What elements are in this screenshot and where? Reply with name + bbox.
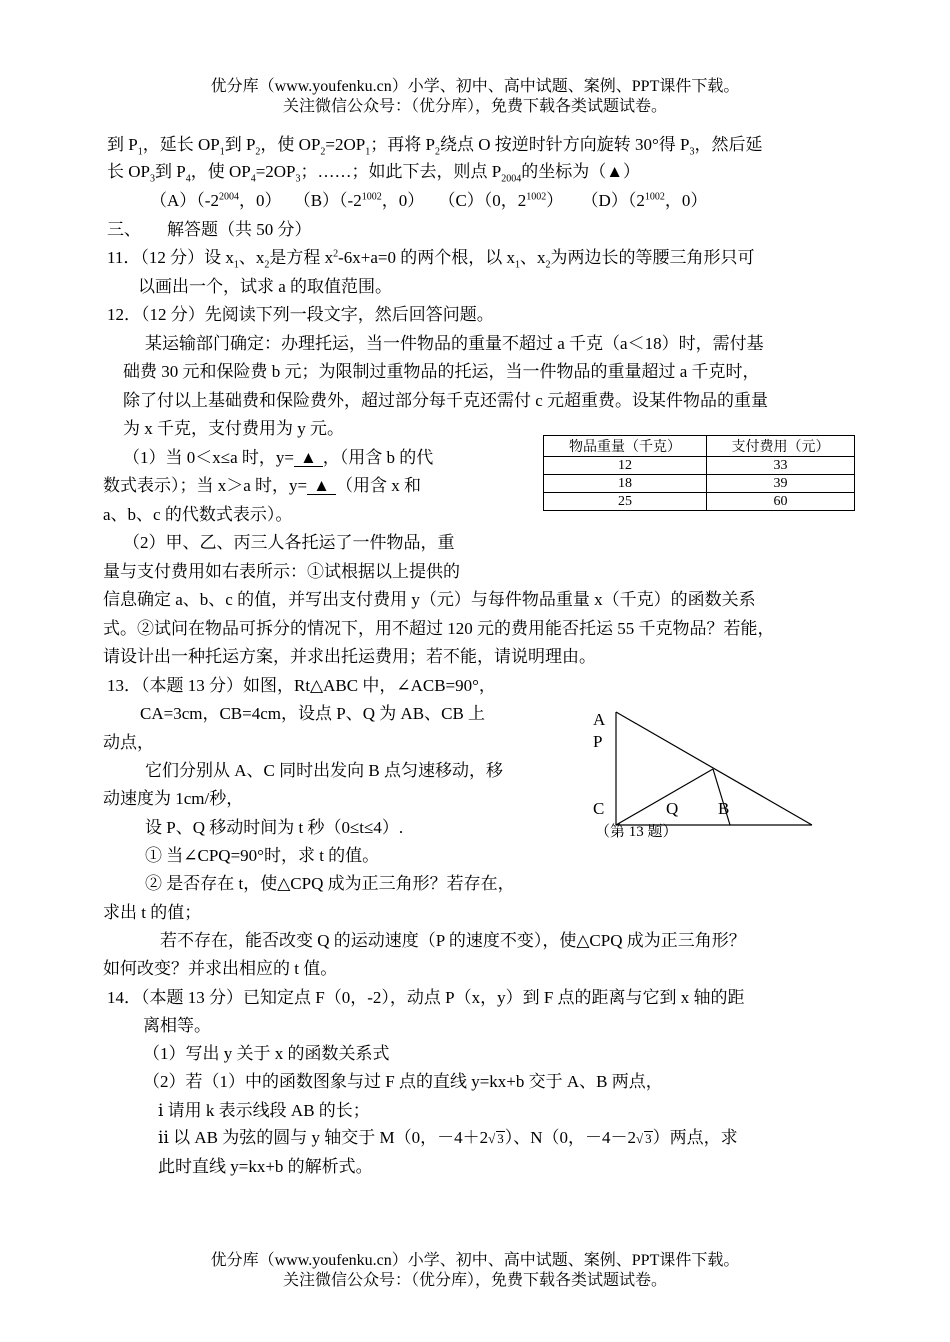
q12-para-line3: 除了付以上基础费和保险费外，超过部分每千克还需付 c 元超重费。设某件物品的重量: [123, 391, 769, 410]
q10-text: 绕点 O 按逆时针方向旋转 30°得 P: [439, 135, 690, 154]
q12-para-line1: 某运输部门确定：办理托运，当一件物品的重量不超过 a 千克（a＜18）时，需付基: [145, 334, 764, 353]
q12-text: （用含 x 和: [335, 476, 421, 495]
q12-text: （1）当 0＜x≤a 时，y=: [123, 448, 294, 467]
q10-sub: 1: [365, 146, 371, 158]
table-row: [544, 475, 855, 493]
q10-sub: 3: [149, 173, 155, 185]
q11-sub: 2: [264, 259, 270, 271]
q12-para-line2: 础费 30 元和保险费 b 元；为限制过重物品的托运，当一件物品的重量超过 a 千克时，: [123, 362, 760, 381]
q12-part2-line3: 信息确定 a、b、c 的值，并写出支付费用 y（元）与每件物品重量 x（千克）的函数关系: [103, 590, 756, 609]
section-heading: [107, 221, 312, 238]
q11-text: 是方程 x: [269, 248, 334, 267]
q10-sub: 1: [137, 146, 143, 158]
q13-line4: 它们分别从 A、C 同时出发向 B 点匀速移动，移: [145, 761, 503, 780]
q10-text: 到 P: [224, 135, 256, 154]
option-c: [438, 191, 563, 210]
radical-3: 3: [645, 1131, 652, 1146]
q10-text: ，然后延: [694, 135, 763, 154]
option-b-text: （B）（-2: [293, 191, 362, 210]
q11-text: 11．（12 分）设 x: [107, 248, 234, 267]
q12-intro: 12．（12 分）先阅读下列一段文字，然后回答问题。: [107, 305, 494, 324]
q13-line9: 求出 t 的值；: [103, 903, 202, 922]
table-cell: 12: [544, 457, 707, 475]
q11-sub: 1: [515, 259, 521, 271]
q14-line6: ⅱ 以 AB 为弦的圆与 y 轴交于 M（0，－4＋2√ 3）、N（0，－4－2√ 3）两点，求: [158, 1128, 738, 1147]
figure-caption: （第 13 题）: [595, 824, 678, 840]
q12-part1-line3: a、b、c 的代数式表示）。: [103, 505, 293, 524]
q11-text: 为两边长的等腰三角形只可: [550, 248, 755, 267]
q14-line4: （2）若（1）中的函数图象与过 F 点的直线 y=kx+b 交于 A、B 两点，: [143, 1072, 663, 1091]
q13-line11: 如何改变？并求出相应的 t 值。: [103, 959, 338, 978]
q10-text: =2OP: [255, 162, 296, 181]
table-header-row: [544, 436, 855, 457]
table-row: [544, 457, 855, 475]
section-number: 三、: [107, 220, 141, 239]
option-a-exp: 2004: [218, 191, 239, 203]
q11-line2: 以画出一个，试求 a 的取值范围。: [138, 277, 393, 296]
option-b-end: ，0）: [381, 191, 425, 210]
q13-line6: 设 P、Q 移动时间为 t 秒（0≤t≤4）.: [145, 818, 404, 837]
q10-line1: [107, 135, 763, 158]
option-b: [294, 191, 425, 210]
option-c-end: ）: [546, 191, 564, 210]
table-header-weight: 物品重量（千克）: [544, 436, 707, 457]
q12-para-line4: 为 x 千克，支付费用为 y 元。: [123, 419, 344, 438]
q11-text: 、x: [520, 248, 546, 267]
answer-blank-2: ▲: [307, 477, 336, 495]
q12-part2-line2: 量与支付费用如右表所示：①试根据以上提供的: [103, 562, 460, 581]
q10-sub: 3: [295, 173, 301, 185]
q13-line8: ② 是否存在 t，使△CPQ 成为正三角形？若存在，: [145, 874, 515, 893]
q10-text: ，延长 OP: [142, 135, 220, 154]
q13-line2: CA=3cm，CB=4cm，设点 P、Q 为 AB、CB 上: [140, 704, 486, 723]
q11-sup: 2: [333, 248, 339, 260]
q10-sub: 1: [219, 146, 225, 158]
option-a-text: （A）（-2: [150, 191, 219, 210]
table-cell: 25: [544, 493, 707, 511]
label-q: Q: [666, 799, 679, 818]
label-p: P: [593, 732, 603, 751]
q10-text: ；……；如此下去，则点 P: [300, 162, 502, 181]
q12-part1-line2: [103, 477, 421, 495]
option-d-exp: 1002: [644, 191, 665, 203]
q12-part1-line1: [123, 449, 433, 467]
table-cell: 39: [707, 475, 855, 493]
option-a: [150, 191, 281, 210]
q10-text: ，使 OP: [190, 162, 251, 181]
table-cell: 60: [707, 493, 855, 511]
option-b-exp: 1002: [361, 191, 382, 203]
q11-text: 、x: [238, 248, 265, 267]
fee-table: [543, 435, 855, 511]
q10-sub: 4: [250, 173, 256, 185]
answer-blank-1: ▲: [294, 449, 323, 467]
option-d-end: ，0）: [664, 191, 708, 210]
q12-part2-line5: 请设计出一种托运方案，并求出托运费用；若不能，请说明理由。: [103, 647, 596, 666]
q13-line3: 动点，: [103, 733, 154, 752]
option-d: [582, 191, 708, 210]
q11-sub: 1: [233, 259, 239, 271]
table-header-fee: 支付费用（元）: [707, 436, 855, 457]
q11-line1: [107, 248, 755, 271]
label-a: A: [593, 710, 606, 729]
table-cell: 33: [707, 457, 855, 475]
label-b: B: [718, 799, 730, 818]
q10-text: ；再将 P: [370, 135, 435, 154]
q13-line5: 动速度为 1cm/秒，: [103, 789, 244, 808]
q14-text: ⅱ 以 AB 为弦的圆与 y 轴交于 M（0，－4＋2: [158, 1128, 489, 1147]
q10-options: [150, 192, 707, 209]
q14-line5: ⅰ 请用 k 表示线段 AB 的长；: [158, 1101, 370, 1120]
q14-line3: （1）写出 y 关于 x 的函数关系式: [143, 1044, 390, 1063]
q13-line1: 13．（本题 13 分）如图，Rt△ABC 中，∠ACB=90°，: [107, 676, 496, 695]
segment-cp: [616, 769, 713, 825]
triangle-figure: [585, 700, 825, 848]
q10-sub: 2004: [501, 173, 522, 185]
q10-text: =2OP: [325, 135, 366, 154]
q10-line2: [107, 162, 641, 185]
page-header-line2: 关注微信公众号：（优分库），免费下载各类试题试卷。: [282, 98, 667, 115]
q12-part2-line4: 式。②试问在物品可拆分的情况下，用不超过 120 元的费用能否托运 55 千克物品？若能，: [103, 619, 775, 638]
option-c-exp: 1002: [526, 191, 547, 203]
q10-text: ，使 OP: [260, 135, 321, 154]
radical-3: 3: [497, 1131, 504, 1146]
q14-line7: 此时直线 y=kx+b 的解析式。: [158, 1157, 373, 1176]
q14-text: ）两点，求: [652, 1128, 738, 1147]
q10-text: 长 OP: [107, 162, 150, 181]
q10-sub: 3: [689, 146, 695, 158]
q11-text: -6x+a=0 的两个根，以 x: [338, 248, 516, 267]
q14-text: ）、N（0，－4－2: [504, 1128, 637, 1147]
q13-line10: 若不存在，能否改变 Q 的运动速度（P 的速度不变），使△CPQ 成为正三角形？: [160, 931, 746, 950]
q11-sub: 2: [545, 259, 551, 271]
q10-sub: 4: [185, 173, 191, 185]
option-a-end: ，0）: [238, 191, 282, 210]
page-header-line1: 优分库（www.youfenku.cn）小学、初中、高中试题、案例、PPT课件下载。: [210, 78, 740, 95]
option-c-text: （C）（0，2: [438, 191, 527, 210]
page-footer-line2: 关注微信公众号：（优分库），免费下载各类试题试卷。: [282, 1272, 667, 1289]
page-footer-line1: 优分库（www.youfenku.cn）小学、初中、高中试题、案例、PPT课件下载。: [210, 1252, 740, 1269]
table-row: [544, 493, 855, 511]
q10-text: 的坐标为（▲）: [521, 162, 641, 181]
q14-line2: 离相等。: [143, 1016, 211, 1035]
q13-line7: ① 当∠CPQ=90°时，求 t 的值。: [145, 846, 380, 865]
option-d-text: （D）（2: [581, 191, 645, 210]
q10-text: 到 P: [154, 162, 186, 181]
q12-text: 数式表示）；当 x＞a 时，y=: [103, 476, 308, 495]
q10-sub: 2: [320, 146, 326, 158]
q12-text: ，（用含 b 的代: [322, 448, 434, 467]
table-cell: 18: [544, 475, 707, 493]
q10-text: 到 P: [107, 135, 138, 154]
q10-sub: 2: [255, 146, 261, 158]
q12-part2-line1: （2）甲、乙、丙三人各托运了一件物品，重: [123, 533, 455, 552]
label-c: C: [593, 799, 605, 818]
q10-sub: 2: [434, 146, 440, 158]
q14-line1: 14．（本题 13 分）已知定点 F（0，-2），动点 P（x，y）到 F 点的距离与它到 x 轴的距: [107, 988, 745, 1007]
section-title: 解答题（共 50 分）: [167, 220, 312, 239]
